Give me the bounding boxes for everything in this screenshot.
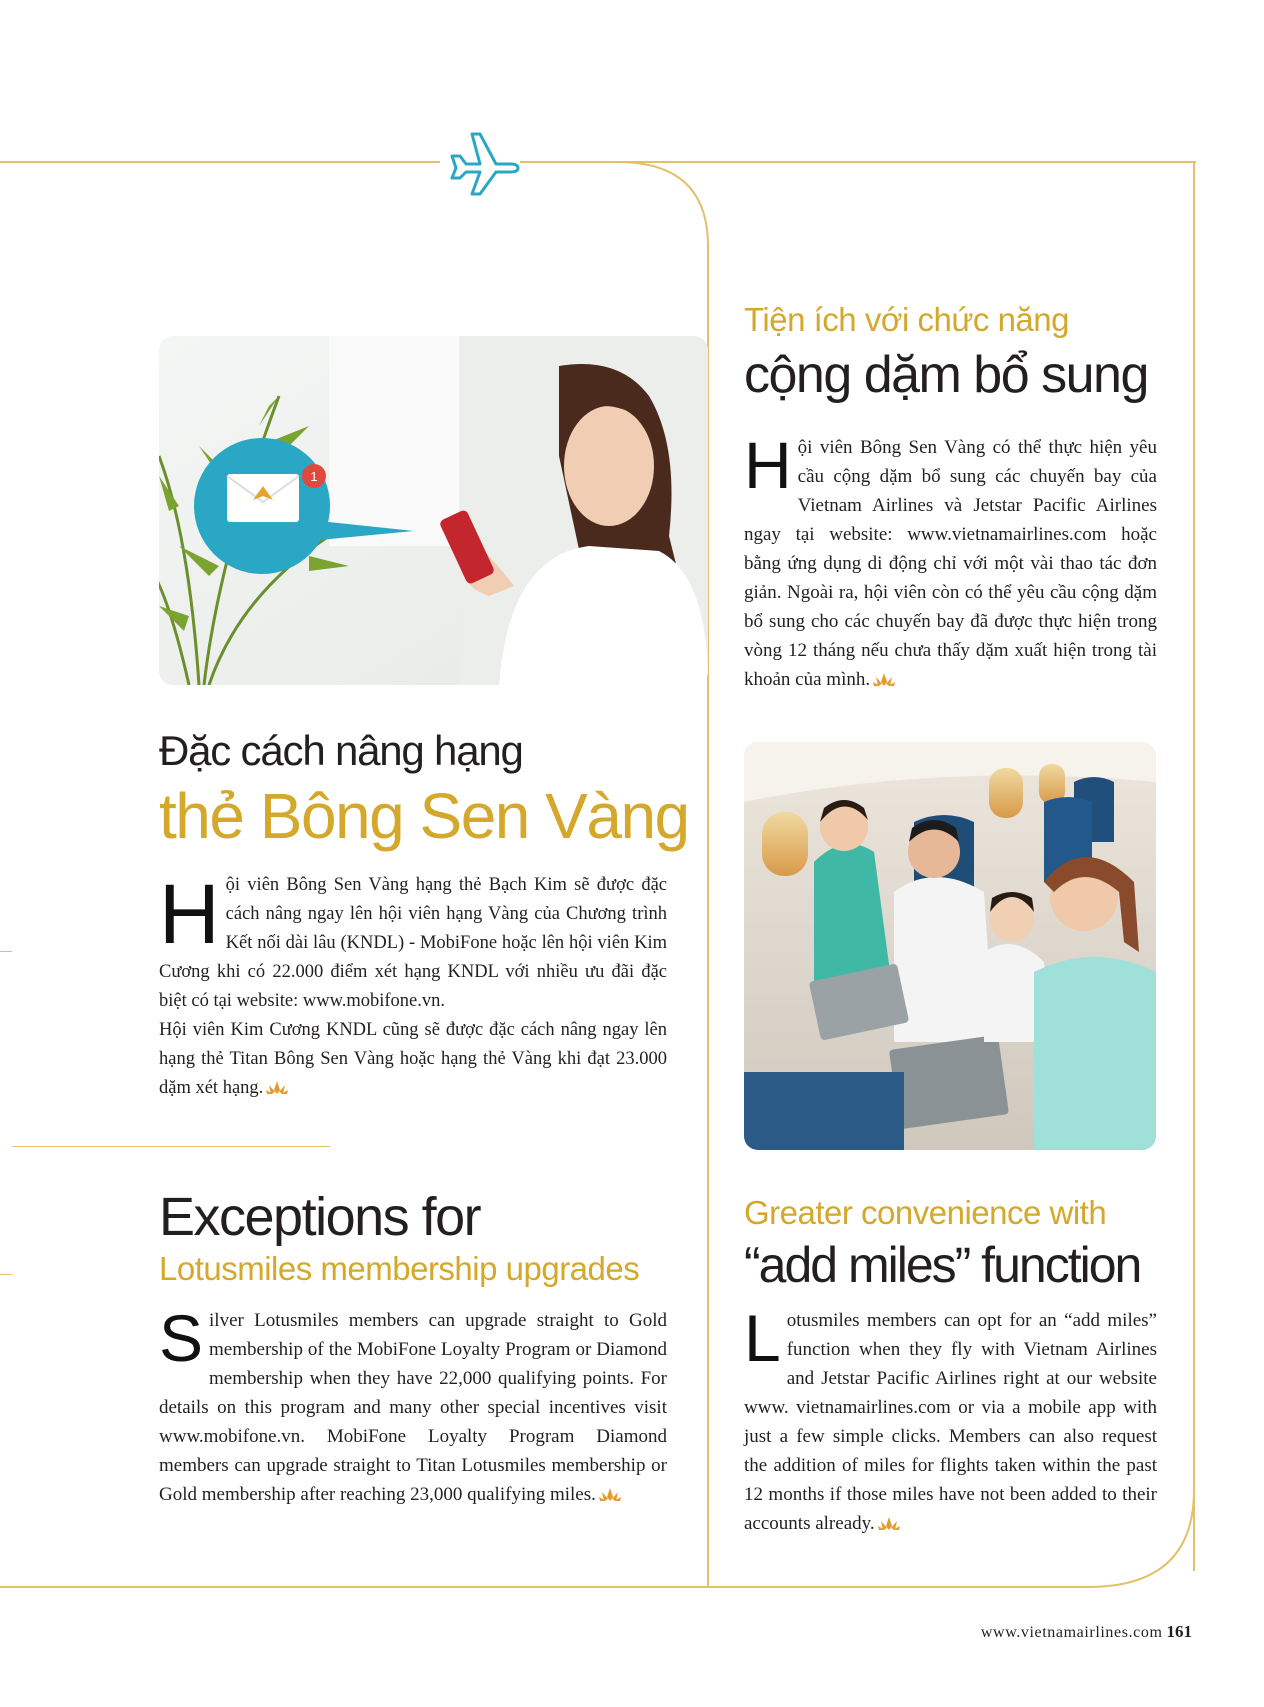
article-vi-2-body xyxy=(744,428,1157,694)
page-footer xyxy=(981,1622,1192,1642)
article-vi-1-para1: ội viên Bông Sen Vàng hạng thẻ Bạch Kim sẽ được đặc cách nâng ngay lên hội viên hạng Vàng của Chương trình Kết nối dài lâu (KNDL) - MobiFone hoặc lên hội viên Kim Cương khi có 22.000 điểm xét hạng KNDL với nhiều ưu đãi đặc biệt có tại website: www.mobifone.vn. xyxy=(159,875,667,1011)
article-en-2-text: otusmiles members can opt for an “add miles” function when they fly with Vietnam Airlines and Jetstar Pacific Airlines right at our website www. vietnamairlines.com or via a mobile app with just a few simple clicks. Members can also request the addition of miles for flights taken within the past 12 months if those miles have not been added to their accounts already. xyxy=(744,1310,1157,1534)
drop-cap: S xyxy=(159,1301,204,1375)
article-vi-2-title: cộng dặm bổ sung xyxy=(744,346,1148,404)
drop-cap: H xyxy=(159,867,220,961)
photo-woman-phone xyxy=(159,336,708,685)
frame-corner-top xyxy=(618,160,712,250)
right-vertical-rule xyxy=(1193,161,1195,1571)
article-en-1-body xyxy=(159,1301,667,1509)
article-en-1-title: Exceptions for xyxy=(159,1187,481,1247)
article-vi-1-title: thẻ Bông Sen Vàng xyxy=(159,780,689,852)
article-vi-2-text: ội viên Bông Sen Vàng có thể thực hiện yêu cầu cộng dặm bổ sung các chuyến bay của Vietnam Airlines và Jetstar Pacific Airlines ngay tại website: www.vietnamairlines.com hoặc bằng ứng dụng di động chỉ với một vài thao tác đơn giản. Ngoài ra, hội viên còn có thể yêu cầu cộng dặm bổ sung cho các chuyến bay đã được thực hiện trong vòng 12 tháng nếu chưa thấy dặm xuất hiện trong tài khoản của mình. xyxy=(744,437,1157,690)
bottom-rule xyxy=(0,1586,1090,1588)
top-rule xyxy=(0,161,440,163)
article-vi-1-body xyxy=(159,867,667,1103)
lotus-icon xyxy=(878,1517,900,1531)
notification-badge: 1 xyxy=(310,469,318,484)
lotus-icon xyxy=(599,1488,621,1502)
article-vi-1-para2: Hội viên Kim Cương KNDL cũng sẽ được đặc cách nâng ngay lên hạng thẻ Titan Bông Sen Vàng hoặc hạng thẻ Vàng khi đạt 23.000 dặm xét hạng. xyxy=(159,1020,667,1098)
mid-left-rule xyxy=(12,1146,330,1147)
article-en-1-text: ilver Lotusmiles members can upgrade straight to Gold membership of the MobiFone Loyalty Program or Diamond membership when they have 22,000 qualifying points. For details on this program and many other special incentives visit www.mobifone.vn. MobiFone Loyalty Program Diamond members can upgrade straight to Titan Lotusmiles membership or Gold membership after reaching 23,000 qualifying miles. xyxy=(159,1310,667,1505)
lotus-icon xyxy=(266,1081,288,1095)
side-tick xyxy=(0,1274,12,1275)
drop-cap: L xyxy=(744,1301,781,1375)
article-en-1-subtitle: Lotusmiles membership upgrades xyxy=(159,1250,640,1287)
article-vi-2-subtitle: Tiện ích với chức năng xyxy=(744,301,1069,338)
lotus-icon xyxy=(873,673,895,687)
photo-airplane-cabin xyxy=(744,742,1156,1150)
envelope-icon xyxy=(227,474,299,522)
airplane-icon xyxy=(446,124,522,196)
article-en-2-body xyxy=(744,1301,1157,1538)
page-number: 161 xyxy=(1166,1622,1192,1641)
footer-url[interactable]: www.vietnamairlines.com xyxy=(980,1624,1163,1641)
drop-cap: H xyxy=(744,428,792,502)
article-vi-1-subtitle: Đặc cách nâng hạng xyxy=(159,727,523,774)
side-tick xyxy=(0,951,12,952)
article-en-2-subtitle: Greater convenience with xyxy=(744,1194,1107,1231)
article-en-2-title: “add miles” function xyxy=(744,1237,1141,1293)
